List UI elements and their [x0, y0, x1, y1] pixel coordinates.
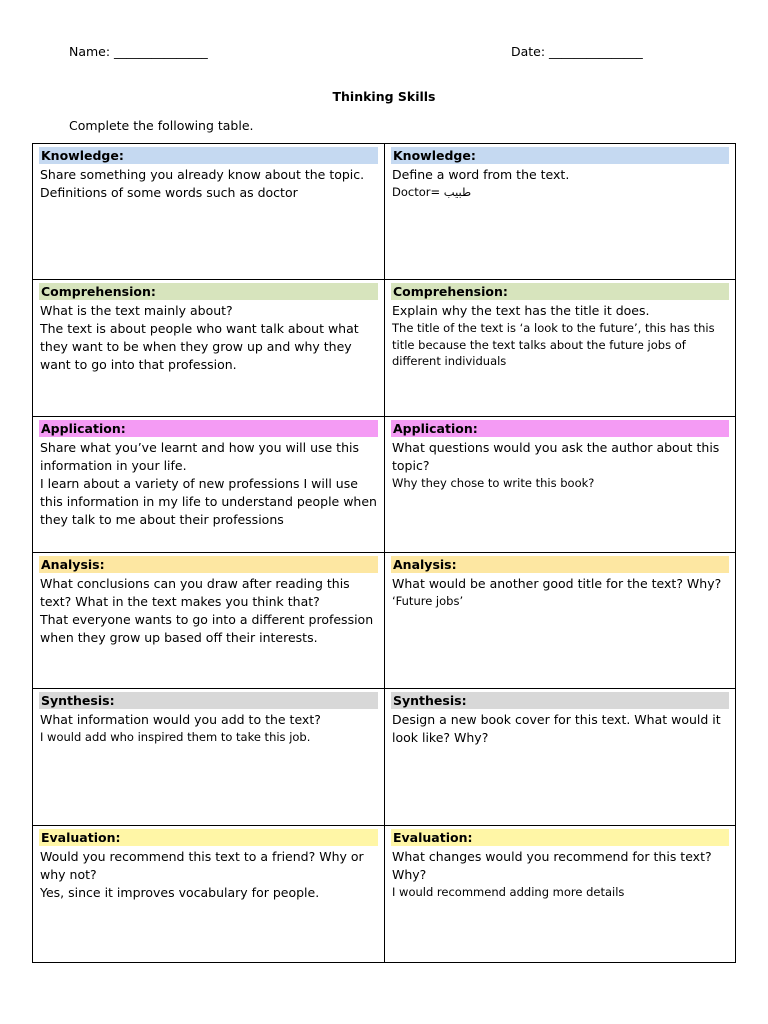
cell-answer: The title of the text is ‘a look to the future’, this has this title because the text talks about the future jobs of different individuals [392, 321, 715, 369]
comprehension-cell-right [385, 280, 735, 416]
cell-answer: I learn about a variety of new professions I will use this information in my life to understand people when they talk to me about their professions [40, 475, 377, 527]
evaluation-cell-right [385, 826, 735, 962]
page-title: Thinking Skills [332, 89, 436, 104]
synthesis-cell-right [385, 689, 735, 825]
name-field: Name: _______________ [69, 44, 208, 59]
cell-label: Synthesis: [39, 692, 378, 709]
cell-question: What conclusions can you draw after reading this text? What in the text makes you think that? [40, 575, 350, 609]
cell-question: Would you recommend this text to a friend? Why or why not? [40, 848, 364, 882]
cell-answer: Doctor= طبيب [392, 185, 472, 199]
application-cell-left [33, 417, 385, 553]
knowledge-cell-right [385, 144, 735, 280]
cell-label: Knowledge: [391, 147, 729, 164]
cell-label: Synthesis: [391, 692, 729, 709]
cell-question: Explain why the text has the title it does. [392, 303, 650, 319]
cell-question: What questions would you ask the author about this topic? [392, 439, 720, 473]
cell-question: What is the text mainly about? [40, 303, 233, 319]
analysis-cell-right [385, 553, 735, 689]
cell-answer: That everyone wants to go into a different profession when they grow up based off their interests. [40, 611, 374, 645]
cell-question: Define a word from the text. [392, 167, 570, 182]
synthesis-cell-left [33, 689, 385, 825]
cell-label: Analysis: [391, 556, 729, 573]
application-cell-right [385, 417, 735, 553]
evaluation-cell-left [33, 826, 385, 962]
analysis-cell-left [33, 553, 385, 689]
cell-answer: The text is about people who want talk about what they want to be when they grow up and why they want to go into that profession. [40, 321, 359, 373]
thinking-skills-table [32, 143, 736, 963]
cell-answer: I would recommend adding more details [392, 884, 625, 899]
cell-answer: Why they chose to write this book? [392, 475, 595, 490]
date-field: Date: _______________ [511, 44, 643, 59]
knowledge-cell-left [33, 144, 385, 280]
cell-question: What changes would you recommend for this text? Why? [392, 848, 712, 882]
cell-answer: ‘Future jobs’ [392, 593, 464, 608]
cell-label: Analysis: [39, 556, 378, 573]
comprehension-cell-left [33, 280, 385, 416]
cell-answer: Definitions of some words such as doctor [40, 185, 298, 200]
cell-question: Share what you’ve learnt and how you will use this information in your life. [40, 439, 359, 473]
cell-label: Evaluation: [391, 829, 729, 846]
instruction-text: Complete the following table. [69, 118, 254, 133]
cell-question: What would be another good title for the text? Why? [392, 575, 722, 591]
cell-question: What information would you add to the text? [40, 712, 321, 728]
cell-label: Comprehension: [391, 283, 729, 300]
cell-label: Knowledge: [39, 147, 378, 164]
cell-label: Comprehension: [39, 283, 378, 300]
cell-label: Application: [391, 420, 729, 437]
cell-question: Design a new book cover for this text. What would it look like? Why? [392, 712, 721, 746]
cell-answer: Yes, since it improves vocabulary for people. [40, 884, 320, 900]
cell-answer: I would add who inspired them to take this job. [40, 730, 311, 745]
cell-question: Share something you already know about the topic. [40, 167, 365, 182]
cell-label: Application: [39, 420, 378, 437]
cell-label: Evaluation: [39, 829, 378, 846]
